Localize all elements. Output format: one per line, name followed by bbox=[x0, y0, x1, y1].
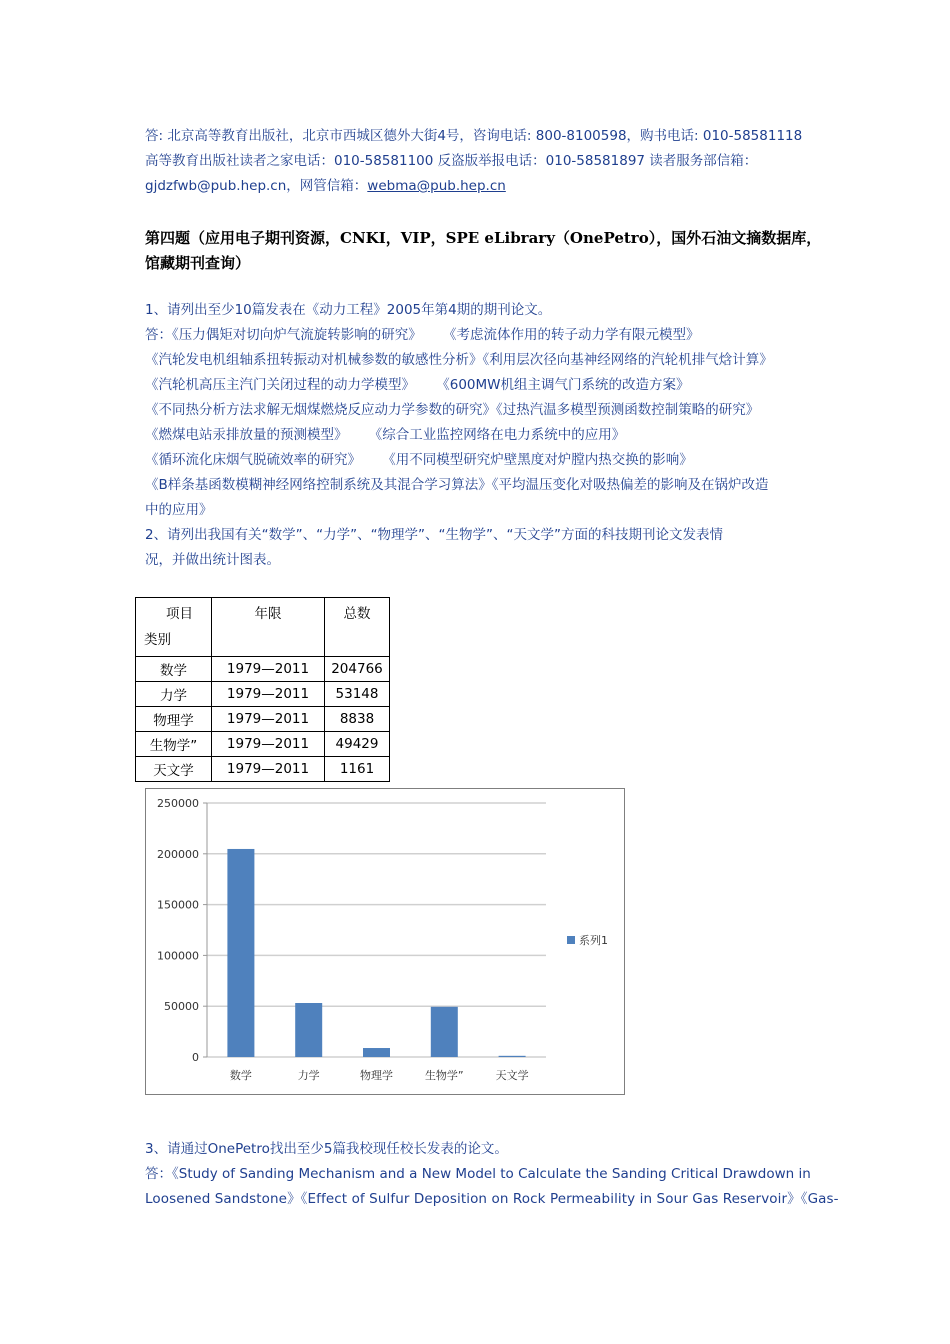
y-tick-label: 150000 bbox=[157, 898, 199, 912]
table-row bbox=[136, 682, 390, 707]
table-cell-category: 生物学” bbox=[136, 732, 212, 757]
answer-line bbox=[145, 373, 809, 398]
x-category-label: 物理学 bbox=[360, 1069, 393, 1082]
paper-title: 答：《压力偶矩对切向炉气流旋转影响的研究》 bbox=[145, 327, 422, 343]
bar bbox=[295, 1003, 322, 1057]
table-cell-years: 1979—2011 bbox=[212, 657, 325, 682]
service-email: gjdzfwb@pub.hep.cn bbox=[145, 178, 287, 194]
question-3: 3、请通过OnePetro找出至少5篇我校现任校长发表的论文。 bbox=[145, 1141, 508, 1157]
table-cell-total: 1161 bbox=[325, 757, 390, 782]
y-tick-label: 200000 bbox=[157, 847, 199, 861]
header-category-label: 类别 bbox=[144, 632, 171, 648]
webmaster-email-link[interactable]: webma@pub.hep.cn bbox=[367, 178, 506, 194]
paper-title: 《汽轮发电机组轴系扭转振动对机械参数的敏感性分析》《利用层次径向基神经网络的汽轮机排气焓计算》 bbox=[145, 352, 773, 368]
question-3-answer-line-1: 答：《Study of Sanding Mechanism and a New Model to Calculate the Sanding Critical Drawdown in bbox=[145, 1166, 811, 1182]
table-cell-total: 49429 bbox=[325, 732, 390, 757]
table-cell-category: 力学 bbox=[136, 682, 212, 707]
section-4-title-line-1: 第四题（应用电子期刊资源，CNKI，VIP，SPE eLibrary（OnePetro），国外石油文摘数据库， bbox=[145, 229, 822, 247]
paper-title: 《B样条基函数模糊神经网络控制系统及其混合学习算法》《平均温压变化对吸热偏差的影响及在锅炉改造 bbox=[145, 477, 769, 493]
table-header-years: 年限 bbox=[212, 598, 325, 657]
table-header-total: 总数 bbox=[325, 598, 390, 657]
contact-line-2: 高等教育出版社读者之家电话：010-58581100 反盗版举报电话：010-58581897 读者服务部信箱： bbox=[145, 153, 758, 169]
paper-title: 《燃煤电站汞排放量的预测模型》 bbox=[145, 427, 348, 443]
bar bbox=[363, 1048, 390, 1057]
table-cell-total: 8838 bbox=[325, 707, 390, 732]
question-3-answer-line-2: Loosened Sandstone》《Effect of Sulfur Deposition on Rock Permeability in Sour Gas Reservoir》《Gas- bbox=[145, 1191, 839, 1207]
legend-label: 系列1 bbox=[579, 934, 608, 947]
legend-swatch bbox=[567, 936, 575, 944]
paper-title: 《汽轮机高压主汽门关闭过程的动力学模型》 bbox=[145, 377, 415, 393]
y-tick-label: 0 bbox=[192, 1051, 199, 1064]
table-row bbox=[136, 707, 390, 732]
x-category-label: 数学 bbox=[229, 1069, 252, 1082]
question-1: 1、请列出至少10篇发表在《动力工程》2005年第4期的期刊论文。 bbox=[145, 302, 552, 318]
bar bbox=[499, 1056, 526, 1057]
answer-line bbox=[145, 423, 809, 448]
answer-line bbox=[145, 473, 809, 498]
table-row bbox=[136, 657, 390, 682]
answer-line bbox=[145, 323, 809, 348]
x-category-label: 力学 bbox=[297, 1069, 320, 1082]
bar-chart-svg bbox=[146, 789, 624, 1094]
table-cell-category: 数学 bbox=[136, 657, 212, 682]
paper-title: 《不同热分析方法求解无烟煤燃烧反应动力学参数的研究》《过热汽温多模型预测函数控制策略的研究》 bbox=[145, 402, 760, 418]
answer-line bbox=[145, 348, 809, 373]
table-header-row bbox=[136, 598, 390, 657]
table-cell-years: 1979—2011 bbox=[212, 732, 325, 757]
x-category-label: 生物学” bbox=[424, 1069, 464, 1082]
x-category-label: 天文学 bbox=[495, 1069, 529, 1082]
bar bbox=[227, 849, 254, 1057]
paper-title: 中的应用》 bbox=[145, 502, 213, 518]
table-cell-category: 天文学 bbox=[136, 757, 212, 782]
table-cell-years: 1979—2011 bbox=[212, 707, 325, 732]
paper-title: 《循环流化床烟气脱硫效率的研究》 bbox=[145, 452, 361, 468]
answer-line bbox=[145, 398, 809, 423]
contact-line-1: 答: 北京高等教育出版社，北京市西城区德外大街4号，咨询电话: 800-8100598，购书电话: 010-58581118 bbox=[145, 128, 803, 144]
question-2-line-1: 2、请列出我国有关“数学”、“力学”、“物理学”、“生物学”、“天文学”方面的科技期刊论文发表情 bbox=[145, 527, 724, 543]
table-cell-years: 1979—2011 bbox=[212, 757, 325, 782]
table-cell-years: 1979—2011 bbox=[212, 682, 325, 707]
answer-line bbox=[145, 448, 809, 473]
paper-title: 《用不同模型研究炉壁黑度对炉膛内热交换的影响》 bbox=[389, 452, 693, 468]
table-cell-category: 物理学 bbox=[136, 707, 212, 732]
paper-title: 《综合工业监控网络在电力系统中的应用》 bbox=[375, 427, 626, 443]
paper-title: 《考虑流体作用的转子动力学有限元模型》 bbox=[449, 327, 700, 343]
email-separator: ，网管信箱： bbox=[286, 178, 368, 194]
bar-chart bbox=[145, 788, 625, 1095]
table-row bbox=[136, 757, 390, 782]
bar bbox=[431, 1007, 458, 1057]
contact-line-3 bbox=[145, 174, 809, 199]
header-item-label: 项目 bbox=[166, 606, 193, 622]
y-tick-label: 100000 bbox=[157, 949, 199, 963]
statistics-table bbox=[135, 597, 390, 782]
table-row bbox=[136, 732, 390, 757]
table-cell-total: 204766 bbox=[325, 657, 390, 682]
answer-line bbox=[145, 498, 809, 523]
section-4-title-line-2: 馆藏期刊查询） bbox=[145, 254, 251, 272]
table-header-item-category bbox=[136, 598, 212, 657]
y-tick-label: 50000 bbox=[164, 1000, 199, 1014]
y-tick-label: 250000 bbox=[157, 797, 199, 810]
question-2-line-2: 况，并做出统计图表。 bbox=[145, 552, 280, 568]
paper-title: 《600MW机组主调气门系统的改造方案》 bbox=[443, 377, 690, 393]
table-cell-total: 53148 bbox=[325, 682, 390, 707]
